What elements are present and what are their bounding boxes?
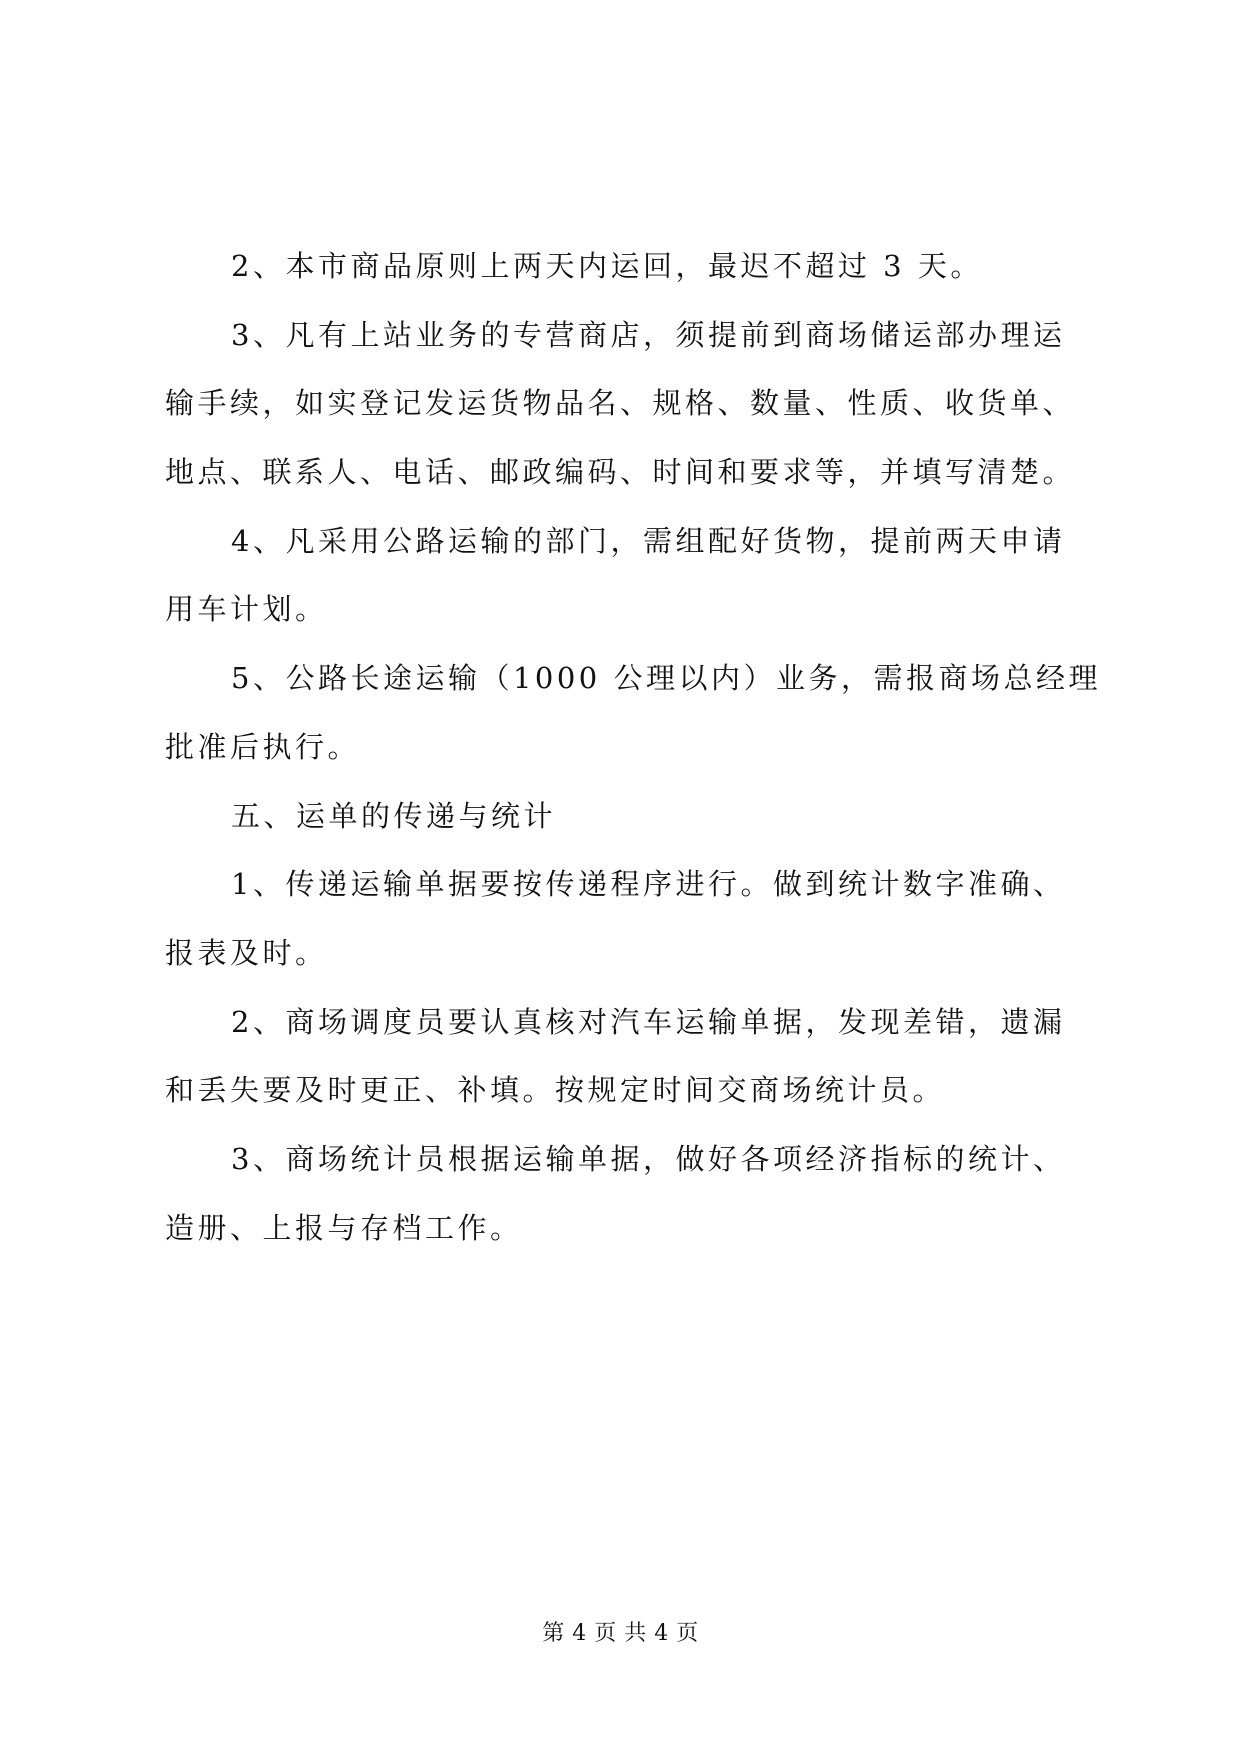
paragraph-line: 3、凡有上站业务的专营商店，须提前到商场储运部办理运 bbox=[231, 317, 1066, 352]
paragraph-line: 报表及时。 bbox=[165, 935, 328, 970]
paragraph-line: 和丢失要及时更正、补填。按规定时间交商场统计员。 bbox=[165, 1073, 946, 1108]
paragraph-line: 用车计划。 bbox=[165, 592, 328, 627]
paragraph-line: 3、商场统计员根据运输单据，做好各项经济指标的统计、 bbox=[231, 1141, 1066, 1176]
paragraph-line: 2、商场调度员要认真核对汽车运输单据，发现差错，遗漏 bbox=[231, 1004, 1066, 1039]
paragraph-line: 4、凡采用公路运输的部门，需组配好货物，提前两天申请 bbox=[231, 523, 1066, 558]
page-number-footer: 第 4 页 共 4 页 bbox=[542, 1621, 699, 1646]
document-body bbox=[165, 232, 1101, 1262]
paragraph-line: 1、传递运输单据要按传递程序进行。做到统计数字准确、 bbox=[231, 867, 1066, 902]
section-heading: 五、运单的传递与统计 bbox=[231, 798, 557, 833]
paragraph-line: 造册、上报与存档工作。 bbox=[165, 1210, 523, 1245]
paragraph-line: 5、公路长途运输（1000 公理以内）业务，需报商场总经理 bbox=[231, 661, 1101, 696]
paragraph-line: 输手续，如实登记发运货物品名、规格、数量、性质、收货单、 bbox=[165, 386, 1076, 421]
paragraph-line: 批准后执行。 bbox=[165, 729, 361, 764]
paragraph-line: 2、本市商品原则上两天内运回，最迟不超过 3 天。 bbox=[231, 249, 983, 283]
paragraph-line: 地点、联系人、电话、邮政编码、时间和要求等，并填写清楚。 bbox=[165, 455, 1076, 490]
